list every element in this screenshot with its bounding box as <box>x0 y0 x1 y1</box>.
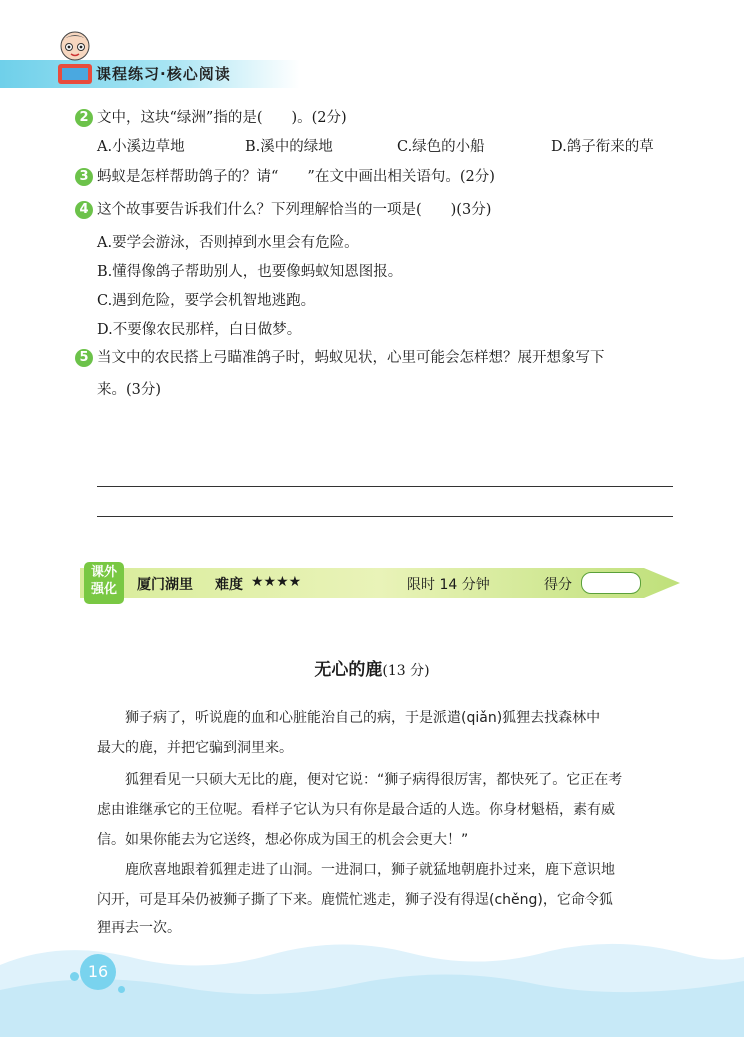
passage-title <box>0 655 744 680</box>
question-number: 2 <box>75 109 93 127</box>
option: A.小溪边草地 <box>97 139 185 155</box>
passage-line: 狸再去一次。 <box>97 920 181 936</box>
time-limit: 限时 14 分钟 <box>407 577 490 593</box>
question-text: 当文中的农民搭上弓瞄准鸽子时，蚂蚁见状，心里可能会怎样想？展开想象写下 <box>97 350 605 366</box>
bottom-wave-decoration <box>0 935 744 1037</box>
badge-line: 课外 <box>90 565 117 580</box>
option: C.遇到危险，要学会机智地逃跑。 <box>97 293 316 309</box>
question-text: 蚂蚁是怎样帮助鸽子的？请“ ”在文中画出相关语句。(2分) <box>97 169 495 185</box>
score-label: 得分 <box>544 577 572 593</box>
score-input-box[interactable] <box>581 572 641 594</box>
question-text-continued: 来。(3分) <box>97 382 162 398</box>
option: B.溪中的绿地 <box>245 139 333 155</box>
decor-dot <box>70 972 79 981</box>
passage-line: 鹿欣喜地跟着狐狸走进了山洞。一进洞口，狮子就猛地朝鹿扑过来，鹿下意识地 <box>125 862 615 878</box>
option: A.要学会游泳，否则掉到水里会有危险。 <box>97 235 359 251</box>
decor-dot <box>118 986 125 993</box>
passage-line: 狐狸看见一只硕大无比的鹿，便对它说：“狮子病得很厉害，都快死了。它正在考 <box>125 772 623 788</box>
question-text: 这个故事要告诉我们什么？下列理解恰当的一项是( )(3分) <box>97 202 492 218</box>
passage-line: 狮子病了，听说鹿的血和心脏能治自己的病，于是派遣(qiǎn)狐狸去找森林中 <box>125 710 601 726</box>
region-label: 厦门湖里 <box>137 577 193 593</box>
question-number: 3 <box>75 168 93 186</box>
student-mascot-icon <box>48 28 102 88</box>
extracurricular-badge <box>86 564 122 602</box>
badge-line: 强化 <box>90 582 117 597</box>
passage-line: 最大的鹿，并把它骗到洞里来。 <box>97 740 293 756</box>
option: D.鸽子衔来的草 <box>551 139 654 155</box>
question-number: 4 <box>75 201 93 219</box>
header-title: 课程练习·核心阅读 <box>96 65 231 83</box>
difficulty-stars: ★★★★ <box>251 574 302 590</box>
option: C.绿色的小船 <box>397 139 485 155</box>
passage-line: 虑由谁继承它的王位呢。看样子它认为只有你是最合适的人选。你身材魁梧，素有威 <box>97 802 615 818</box>
answer-line[interactable] <box>97 516 673 517</box>
option: B.懂得像鸽子帮助别人，也要像蚂蚁知恩图报。 <box>97 264 403 280</box>
page-number: 16 <box>80 954 116 990</box>
passage-points: (13 分) <box>382 663 430 679</box>
difficulty-label: 难度 <box>215 577 243 593</box>
passage-title-text: 无心的鹿 <box>314 660 383 680</box>
answer-line[interactable] <box>97 486 673 487</box>
option: D.不要像农民那样，白日做梦。 <box>97 322 302 338</box>
question-text: 文中，这块“绿洲”指的是( )。(2分) <box>97 110 347 126</box>
passage-line: 闪开，可是耳朵仍被狮子撕了下来。鹿慌忙逃走，狮子没有得逞(chěng)，它命令狐 <box>97 892 613 908</box>
passage-line: 信。如果你能去为它送终，想必你成为国王的机会会更大！” <box>97 832 469 848</box>
question-number: 5 <box>75 349 93 367</box>
